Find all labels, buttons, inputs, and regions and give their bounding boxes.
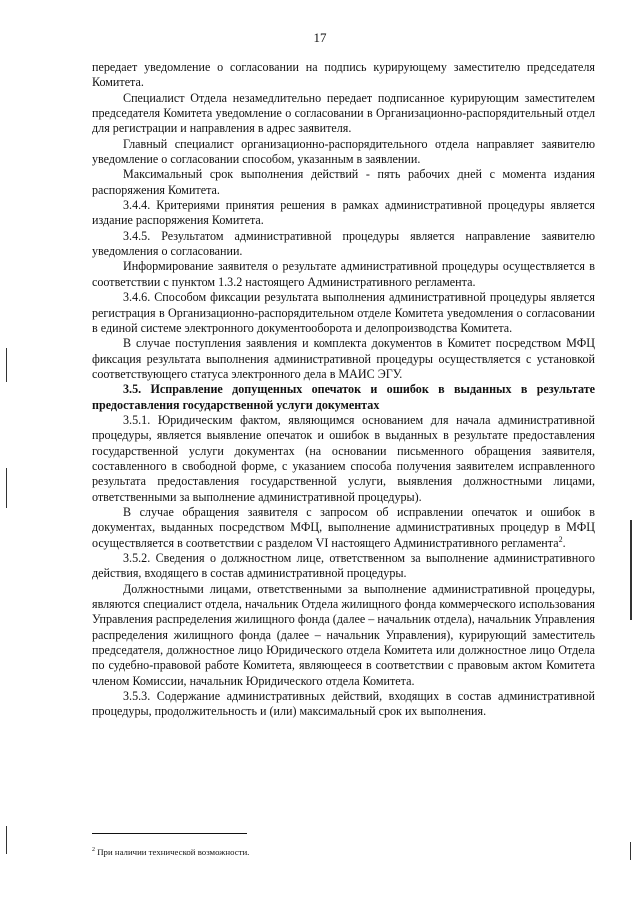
footnote-reference: 2: [558, 534, 563, 544]
scan-mark: [6, 826, 7, 854]
paragraph: В случае поступления заявления и комплекта документов в Комитет посредством МФЦ фиксация результата выполнения административной процедуры осуществляется с установкой соответствующего статуса электронного дела в МАИС ЭГУ.: [92, 336, 595, 381]
paragraph: [92, 505, 595, 551]
paragraph: передает уведомление о согласовании на подпись курирующему заместителю председателя Комитета.: [92, 60, 595, 90]
paragraph: 3.4.6. Способом фиксации результата выполнения административной процедуры является регистрация в Организационно-распорядительном отделе Комитета уведомления о согласовании в единой системе электронного документооборота и делопроизводства Комитета.: [92, 290, 595, 335]
paragraph: Специалист Отдела незамедлительно передает подписанное курирующим заместителем председателя Комитета уведомление о согласовании в Организационно-распорядительный отдел для регистрации и направления в адрес заявителя.: [92, 90, 595, 136]
footnote: [92, 845, 592, 858]
scan-mark: [6, 348, 7, 382]
paragraph-text: В случае обращения заявителя с запросом об исправлении опечаток и ошибок в документах, выданных посредством МФЦ, выполнение административных процедур в МФЦ осуществляется в соответствии с разделом VI настоящего Административного регламента: [92, 504, 595, 550]
scan-mark: [6, 468, 7, 508]
scan-mark: [630, 520, 632, 620]
paragraph-tail: .: [562, 535, 566, 550]
page-number: 17: [313, 30, 327, 45]
paragraph: Максимальный срок выполнения действий - пять рабочих дней с момента издания распоряжения Комитета.: [92, 167, 595, 197]
paragraph: 3.5.3. Содержание административных действий, входящих в состав административной процедуры, продолжительность и (или) максимальный срок их выполнения.: [92, 689, 595, 719]
section-heading: 3.5. Исправление допущенных опечаток и ошибок в выданных в результате предоставления государственной услуги документах: [92, 382, 595, 412]
paragraph: Должностными лицами, ответственными за выполнение административной процедуры, являются специалист отдела, начальник Отдела жилищного фонда коммерческого использования Управления распределения жилищного фонда (далее – начальник отдела), начальник Управления распределения жилищного фонда (далее – начальник Управления), курирующий заместитель председателя, должностное лицо Юридического отдела Комитета или должностное лицо Отдела по судебно-правовой работе Комитета, являющееся в соответствии с правовым актом Комитета членом Комиссии, начальник Юридического отдела Комитета.: [92, 581, 595, 688]
paragraph: 3.4.5. Результатом административной процедуры является направление заявителю уведомления о согласовании.: [92, 228, 595, 259]
paragraph: 3.4.4. Критериями принятия решения в рамках административной процедуры является издание распоряжения Комитета.: [92, 198, 595, 228]
footnote-text: При наличии технической возможности.: [97, 846, 250, 857]
footnote-number: 2: [92, 847, 95, 853]
scan-mark: [630, 842, 631, 860]
document-body: [92, 60, 595, 720]
footnote-divider: [92, 833, 247, 834]
paragraph: 3.5.1. Юридическим фактом, являющимся основанием для начала административной процедуры, является выявление опечаток и ошибок в выданных в результате предоставления государственной услуги документах (на основании письменного обращения заявителя, составленного в свободной форме, с указанием способа получения заявителем исправленного результата предоставления государственной услуги, выявления должностными лицами, ответственными за выполнение административной процедуры).: [92, 412, 595, 504]
paragraph: Информирование заявителя о результате административной процедуры осуществляется в соответствии с пунктом 1.3.2 настоящего Административного регламента.: [92, 259, 595, 289]
paragraph: Главный специалист организационно-распорядительного отдела направляет заявителю уведомление о согласовании способом, указанным в заявлении.: [92, 136, 595, 167]
paragraph: 3.5.2. Сведения о должностном лице, ответственном за выполнение административного действия, входящего в состав административной процедуры.: [92, 551, 595, 581]
